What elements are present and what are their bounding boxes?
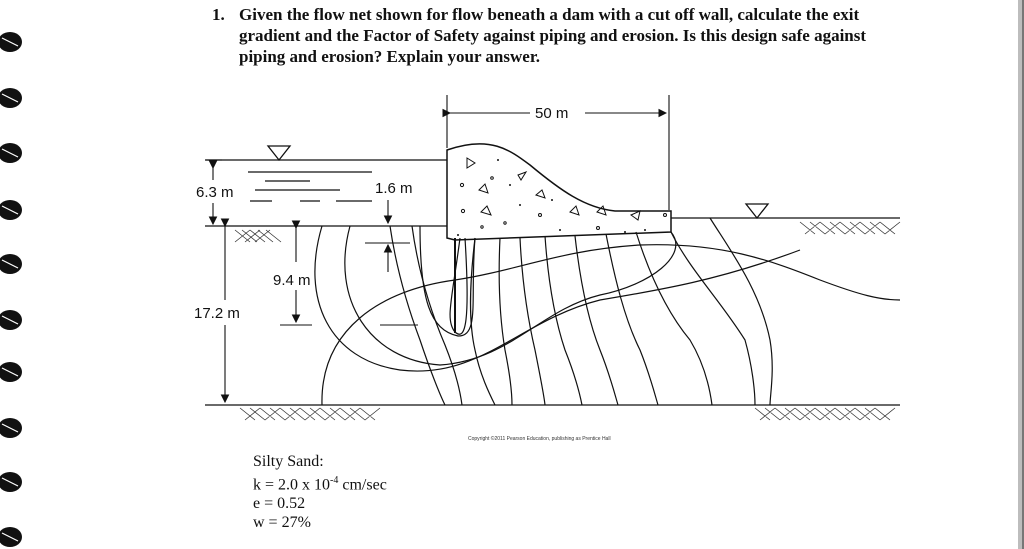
dam-width-label: 50 m [535, 105, 569, 122]
question-number: 1. [212, 5, 225, 24]
soil-void-ratio: e = 0.52 [253, 495, 306, 513]
equipotential-lines [390, 218, 772, 405]
k-unit: cm/sec [338, 476, 387, 494]
k-prefix: k = 2.0 x 10 [253, 476, 331, 494]
headwater-marker-icon [268, 146, 290, 160]
cutoff-depth-label: 9.4 m [273, 272, 311, 289]
question-text: Given the flow net shown for flow beneath a dam with a cut off wall, calculate the exit gradient and the Factor of Safety against piping and erosion. Is this design safe against piping and erosion? Explain your answer. [239, 5, 867, 66]
tailwater-label: 1.6 m [375, 180, 413, 197]
flow-lines [315, 226, 900, 405]
soil-title: Silty Sand: [253, 453, 324, 470]
page-edge [1014, 0, 1024, 549]
soil-hatching [235, 222, 900, 420]
k-exponent: -4 [330, 475, 339, 486]
soil-permeability [253, 471, 387, 494]
concrete-dam [447, 144, 671, 240]
head-label: 6.3 m [196, 184, 234, 201]
tailwater-marker-icon [746, 204, 768, 218]
copyright-text: Copyright ©2011 Pearson Education, publishing as Prentice Hall [468, 436, 611, 442]
soil-properties [253, 452, 387, 532]
soil-water-content: w = 27% [253, 514, 311, 532]
layer-depth-label: 17.2 m [194, 305, 240, 322]
